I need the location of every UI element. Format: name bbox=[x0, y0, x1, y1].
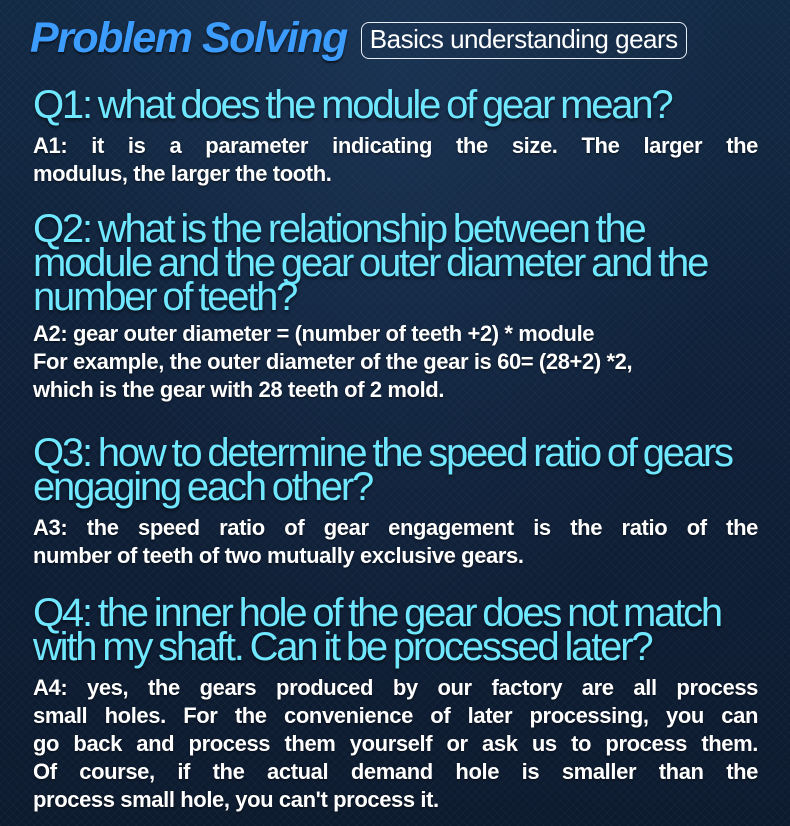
answer-3 bbox=[33, 514, 758, 570]
answer-2-line: For example, the outer diameter of the gear is 60= (28+2) *2, bbox=[33, 349, 633, 374]
answer-1-line: modulus, the larger the tooth. bbox=[33, 161, 332, 186]
question-2: Q2: what is the relationship between the module and the gear outer diameter and the number of teeth? bbox=[33, 207, 708, 319]
answer-2 bbox=[33, 320, 758, 404]
qa-block-2 bbox=[33, 207, 758, 404]
answer-3-line: number of teeth of two mutually exclusive gears. bbox=[33, 543, 524, 568]
answer-1 bbox=[33, 132, 758, 188]
answer-2-line: A2: gear outer diameter = (number of teeth +2) * module bbox=[33, 321, 595, 346]
answer-4-line: small holes. For the convenience of later processing, you can bbox=[33, 703, 758, 728]
answer-4-line: go back and process them yourself or ask us to process them. bbox=[33, 731, 758, 756]
qa-block-4 bbox=[33, 591, 758, 814]
answer-3-line: A3: the speed ratio of gear engagement is the ratio of the bbox=[33, 515, 758, 540]
answer-4-line: A4: yes, the gears produced by our factory are all process bbox=[33, 675, 758, 700]
subtitle-badge: Basics understanding gears bbox=[361, 22, 687, 59]
question-3: Q3: how to determine the speed ratio of gears engaging each other? bbox=[33, 431, 732, 509]
answer-4-line: process small hole, you can't process it. bbox=[33, 787, 439, 812]
answer-2-line: which is the gear with 28 teeth of 2 mold. bbox=[33, 377, 445, 402]
qa-block-1 bbox=[33, 83, 758, 188]
answer-4-line: Of course, if the actual demand hole is smaller than the bbox=[33, 759, 758, 784]
page-title: Problem Solving bbox=[30, 14, 347, 62]
answer-4 bbox=[33, 674, 758, 814]
qa-block-3 bbox=[33, 431, 758, 570]
header bbox=[30, 14, 687, 63]
question-1: Q1: what does the module of gear mean? bbox=[33, 83, 672, 127]
question-4: Q4: the inner hole of the gear does not match with my shaft. Can it be processed later? bbox=[33, 591, 721, 669]
answer-1-line: A1: it is a parameter indicating the size. The larger the bbox=[33, 133, 758, 158]
